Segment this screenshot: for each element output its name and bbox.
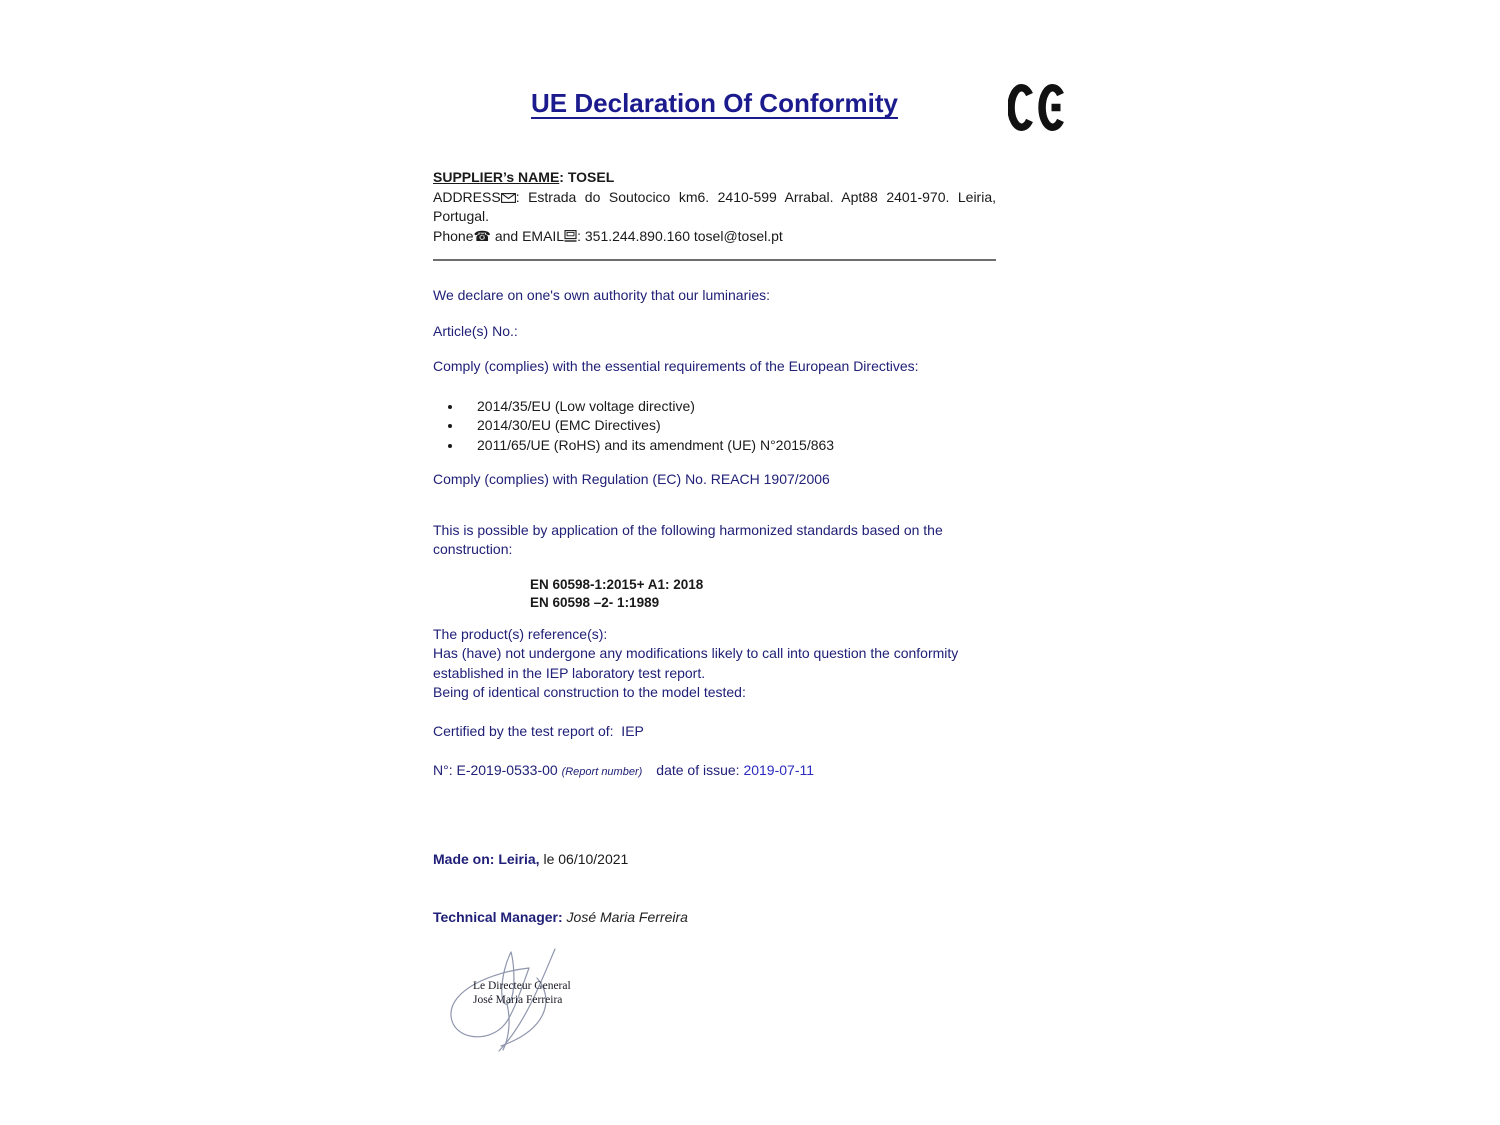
certified-line: Certified by the test report of: IEP xyxy=(433,722,644,739)
phone-icon: ☎ xyxy=(473,227,491,244)
identical-construction-line: Being of identical construction to the model tested: xyxy=(433,684,746,700)
manager-label: Technical Manager: xyxy=(433,909,563,925)
articles-line: Article(s) No.: xyxy=(433,322,518,339)
supplier-section xyxy=(433,168,996,246)
email-label: and EMAIL xyxy=(490,227,565,244)
supplier-name-line: SUPPLIER’s NAME: TOSEL xyxy=(433,169,615,185)
manager-line xyxy=(433,908,996,928)
ce-mark-logo xyxy=(1008,83,1070,132)
date-of-issue-label: date of issue: xyxy=(656,762,744,778)
signature-block xyxy=(437,946,597,1066)
contact-line: Phone☎ and EMAIL : 351.244.890.160 tosel@tosel.pt xyxy=(433,227,783,244)
signature-text xyxy=(473,980,571,1007)
standard-item: EN 60598-1:2015+ A1: 2018 xyxy=(530,576,704,592)
product-section xyxy=(433,625,996,703)
date-of-issue-value: 2019-07-11 xyxy=(743,762,815,778)
declare-intro-line: We declare on one's own authority that our luminaries: xyxy=(433,287,771,303)
supplier-name-value: TOSEL xyxy=(567,169,615,185)
directive-item: • 2011/65/UE (RoHS) and its amendment (UE) N°2015/863 xyxy=(463,436,996,456)
made-on-value: le 06/10/2021 xyxy=(539,850,629,867)
made-on-label: Made on: Leiria, xyxy=(433,850,540,867)
directives-list xyxy=(433,397,996,456)
page-title: UE Declaration Of Conformity xyxy=(531,88,898,118)
harmonized-intro-line1: This is possible by application of the following harmonized standards based on the xyxy=(433,521,943,538)
directive-item: • 2014/35/EU (Low voltage directive) xyxy=(463,397,996,417)
product-reference-line: The product(s) reference(s): xyxy=(433,625,608,642)
report-number-line xyxy=(433,761,996,783)
document-body xyxy=(433,0,996,928)
report-number-note: (Report number) xyxy=(561,766,643,778)
modifications-line2: established in the IEP laboratory test report. xyxy=(433,664,706,681)
phone-label: Phone xyxy=(433,227,474,244)
envelope-icon xyxy=(501,193,516,203)
address-label: ADDRESS xyxy=(433,188,501,205)
supplier-name-label: SUPPLIER’s NAME xyxy=(433,169,560,185)
address-line2: Portugal. xyxy=(433,208,490,224)
report-number: N°: E-2019-0533-00 xyxy=(433,762,562,778)
address-line: ADDRESS : Estrada do Soutocico km6. 2410-599 Arrabal. Apt88 2401-970. Leiria, xyxy=(433,188,996,205)
section-divider xyxy=(433,259,996,261)
comply-directives-line: Comply (complies) with the essential requirements of the European Directives: xyxy=(433,358,919,374)
computer-icon xyxy=(564,230,577,242)
standard-item: EN 60598 –2- 1:1989 xyxy=(530,594,660,610)
comply-reach-line: Comply (complies) with Regulation (EC) No. REACH 1907/2006 xyxy=(433,471,830,487)
manager-name-value: José Maria Ferreira xyxy=(562,909,688,925)
modifications-line1: Has (have) not undergone any modifications likely to call into question the conformity xyxy=(433,645,959,661)
harmonized-intro-line2: construction: xyxy=(433,541,513,557)
signature-title: Le Directeur General xyxy=(473,980,571,992)
address-value-line1: Estrada do Soutocico km6. 2410-599 Arrabal. Apt88 2401-970. Leiria, xyxy=(528,188,996,205)
contact-value: 351.244.890.160 tosel@tosel.pt xyxy=(584,227,783,244)
standards-list xyxy=(433,576,996,612)
signature-name: José Maria Ferreira xyxy=(473,993,563,1006)
directive-item: • 2014/30/EU (EMC Directives) xyxy=(463,416,996,436)
made-on-line xyxy=(433,850,996,870)
